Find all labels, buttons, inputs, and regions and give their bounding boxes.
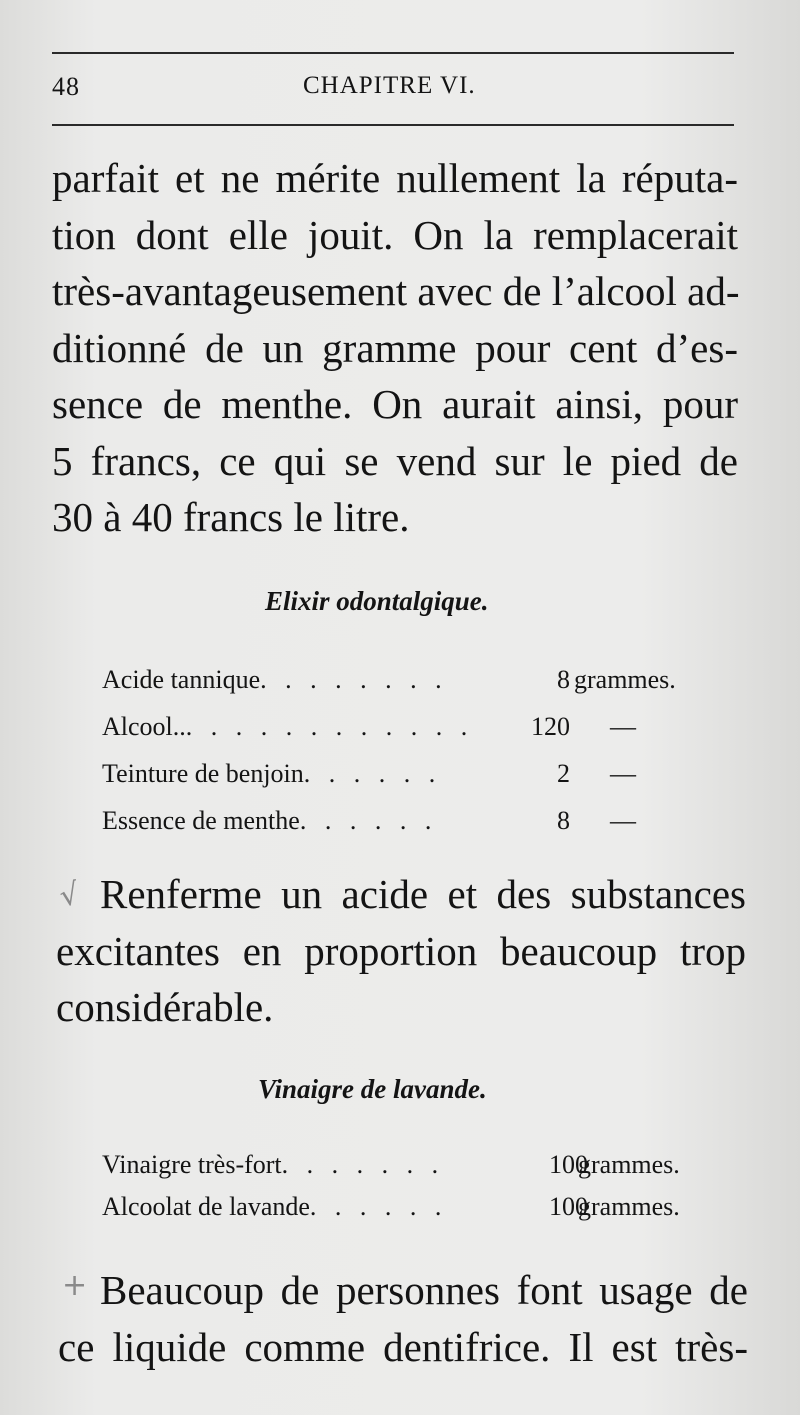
- text-line: excitantes en proportion beaucoup trop: [56, 927, 746, 974]
- quantity: 100: [549, 1192, 588, 1221]
- ingredient: Acide tannique. . . . . . . .: [102, 665, 448, 694]
- page-number: 48: [52, 72, 80, 101]
- header-bottom-rule: [52, 124, 734, 126]
- text-line: 30 à 40 francs le litre.: [52, 494, 410, 540]
- plus-mark: +: [62, 1268, 88, 1303]
- unit: grammes.: [578, 1192, 680, 1221]
- quantity: 8: [557, 665, 570, 694]
- text-line: Renferme un acide et des substances: [100, 871, 746, 917]
- text-line: sence de menthe. On aurait ainsi, pour: [52, 381, 738, 427]
- ingredient: Teinture de benjoin. . . . . .: [102, 759, 442, 788]
- text-line: ce liquide comme dentifrice. Il est très-: [58, 1323, 748, 1370]
- quantity: 120: [531, 712, 570, 741]
- unit: —: [610, 712, 636, 741]
- text-line: très-avantageusement avec de l’alcool ad-: [52, 268, 740, 314]
- text-line: Beaucoup de personnes font usage de: [100, 1267, 748, 1313]
- text-line: considérable.: [56, 984, 274, 1030]
- unit: —: [610, 806, 636, 835]
- quantity: 8: [557, 806, 570, 835]
- unit: grammes.: [574, 665, 676, 694]
- text-line: 5 francs, ce qui se vend sur le pied de: [52, 437, 738, 484]
- quantity: 100: [549, 1150, 588, 1179]
- unit: grammes.: [578, 1150, 680, 1179]
- check-mark: √: [56, 876, 83, 915]
- text-line: ditionné de un gramme pour cent d’es-: [52, 324, 738, 371]
- text-line: tion dont elle jouit. On la remplacerait: [52, 211, 738, 258]
- unit: —: [610, 759, 636, 788]
- paragraph-1: [52, 150, 738, 546]
- header-top-rule: [52, 52, 734, 54]
- paragraph-2: [56, 866, 746, 1036]
- ingredient: Vinaigre très-fort. . . . . . .: [102, 1150, 445, 1179]
- ingredient: Alcoolat de lavande. . . . . .: [102, 1192, 448, 1221]
- paragraph-3: [58, 1262, 748, 1375]
- ingredient: Essence de menthe. . . . . .: [102, 806, 438, 835]
- quantity: 2: [557, 759, 570, 788]
- ingredient: Alcool... . . . . . . . . . . .: [102, 712, 474, 741]
- recipe-title-vinaigre: Vinaigre de lavande.: [258, 1074, 487, 1104]
- recipe-title-elixir: Elixir odontalgique.: [265, 586, 489, 616]
- text-line: parfait et ne mérite nullement la réputa-: [52, 155, 738, 201]
- running-head: CHAPITRE VI.: [303, 72, 476, 99]
